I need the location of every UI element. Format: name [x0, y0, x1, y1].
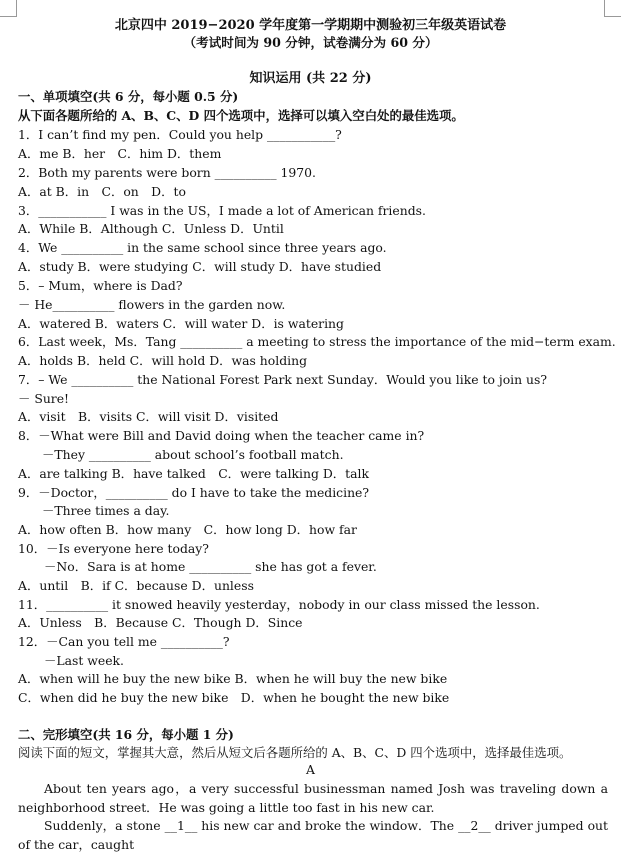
passage-paragraph: About ten years ago，a very successful businessman named Josh was traveling down a neighborhood street．He was going a little too fast in his new car. — [18, 781, 608, 815]
question-line: 3．___________ I was in the US，I made a lot of American friends. — [18, 203, 426, 218]
options-line: A．at B．in C．on D．to — [18, 184, 186, 199]
section1-instruction: 从下面各题所给的 A、B、C、D 四个选项中，选择可以填入空白处的最佳选项。 — [18, 108, 464, 123]
dialogue-line: － Sure! — [18, 391, 70, 406]
passage-paragraph: Suddenly，a stone __1__ his new car and broke the window．The __2__ driver jumped out of the car，caught — [18, 818, 608, 852]
question-line: 5．– Mum，where is Dad? — [18, 278, 183, 293]
options-line: A．watered B．waters C．will water D．is watering — [18, 316, 344, 331]
question-line: 6．Last week，Ms．Tang __________ a meeting to stress the importance of the mid−term exam. — [18, 334, 616, 349]
passage-label: A — [306, 762, 315, 777]
question-line: 2．Both my parents were born __________ 1970. — [18, 165, 316, 180]
dialogue-line: －No．Sara is at home __________ she has got a fever. — [44, 559, 377, 574]
options-line: A．me B．her C．him D．them — [18, 146, 222, 161]
options-line: C．when did he buy the new bike D．when he bought the new bike — [18, 690, 450, 705]
question-line: 11．__________ it snowed heavily yesterday，nobody in our class missed the lesson. — [18, 597, 540, 612]
options-line: A．Unless B．Because C．Though D．Since — [18, 615, 303, 630]
section1-heading: 一、单项填空(共 6 分，每小题 0.5 分) — [18, 89, 239, 104]
options-line: A．when will he buy the new bike B．when he will buy the new bike — [18, 671, 448, 686]
options-line: A．holds B．held C．will hold D．was holding — [18, 353, 308, 368]
dialogue-line: －Three times a day. — [42, 503, 170, 518]
question-line: 9．－Doctor，__________ do I have to take the medicine? — [18, 485, 370, 500]
section2-instruction: 阅读下面的短文，掌握其大意，然后从短文后各题所给的 A、B、C、D 四个选项中，选择最佳选项。 — [18, 745, 572, 760]
options-line: A．study B．were studying C．will study D．have studied — [18, 259, 382, 274]
exam-title: 北京四中 2019−2020 学年度第一学期期中测验初三年级英语试卷 — [114, 18, 507, 33]
dialogue-line: － He__________ flowers in the garden now. — [18, 297, 286, 312]
options-line: A．visit B．visits C．will visit D．visited — [18, 409, 279, 424]
section2-heading: 二、完形填空(共 16 分，每小题 1 分) — [18, 727, 234, 742]
passage-text — [18, 780, 608, 854]
question-line: 4．We __________ in the same school since three years ago. — [18, 240, 387, 255]
options-line: A．are talking B．have talked C．were talking D．talk — [18, 466, 370, 481]
dialogue-line: －Last week. — [44, 653, 125, 668]
options-line: A．until B．if C．because D．unless — [18, 578, 254, 593]
question-line: 1．I can’t find my pen．Could you help ___________? — [18, 127, 342, 142]
options-line: A．While B．Although C．Unless D．Until — [18, 221, 284, 236]
question-line: 12．－Can you tell me __________? — [18, 634, 230, 649]
question-line: 10．－Is everyone here today? — [18, 541, 209, 556]
exam-subtitle: （考试时间为 90 分钟，试卷满分为 60 分） — [183, 35, 438, 50]
question-line: 7．– We __________ the National Forest Park next Sunday．Would you like to join us? — [18, 372, 548, 387]
options-line: A．how often B．how many C．how long D．how far — [18, 522, 357, 537]
dialogue-line: －They __________ about school’s football match. — [42, 447, 344, 462]
part-title: 知识运用 (共 22 分) — [249, 71, 372, 86]
question-line: 8．－What were Bill and David doing when the teacher came in? — [18, 428, 425, 443]
